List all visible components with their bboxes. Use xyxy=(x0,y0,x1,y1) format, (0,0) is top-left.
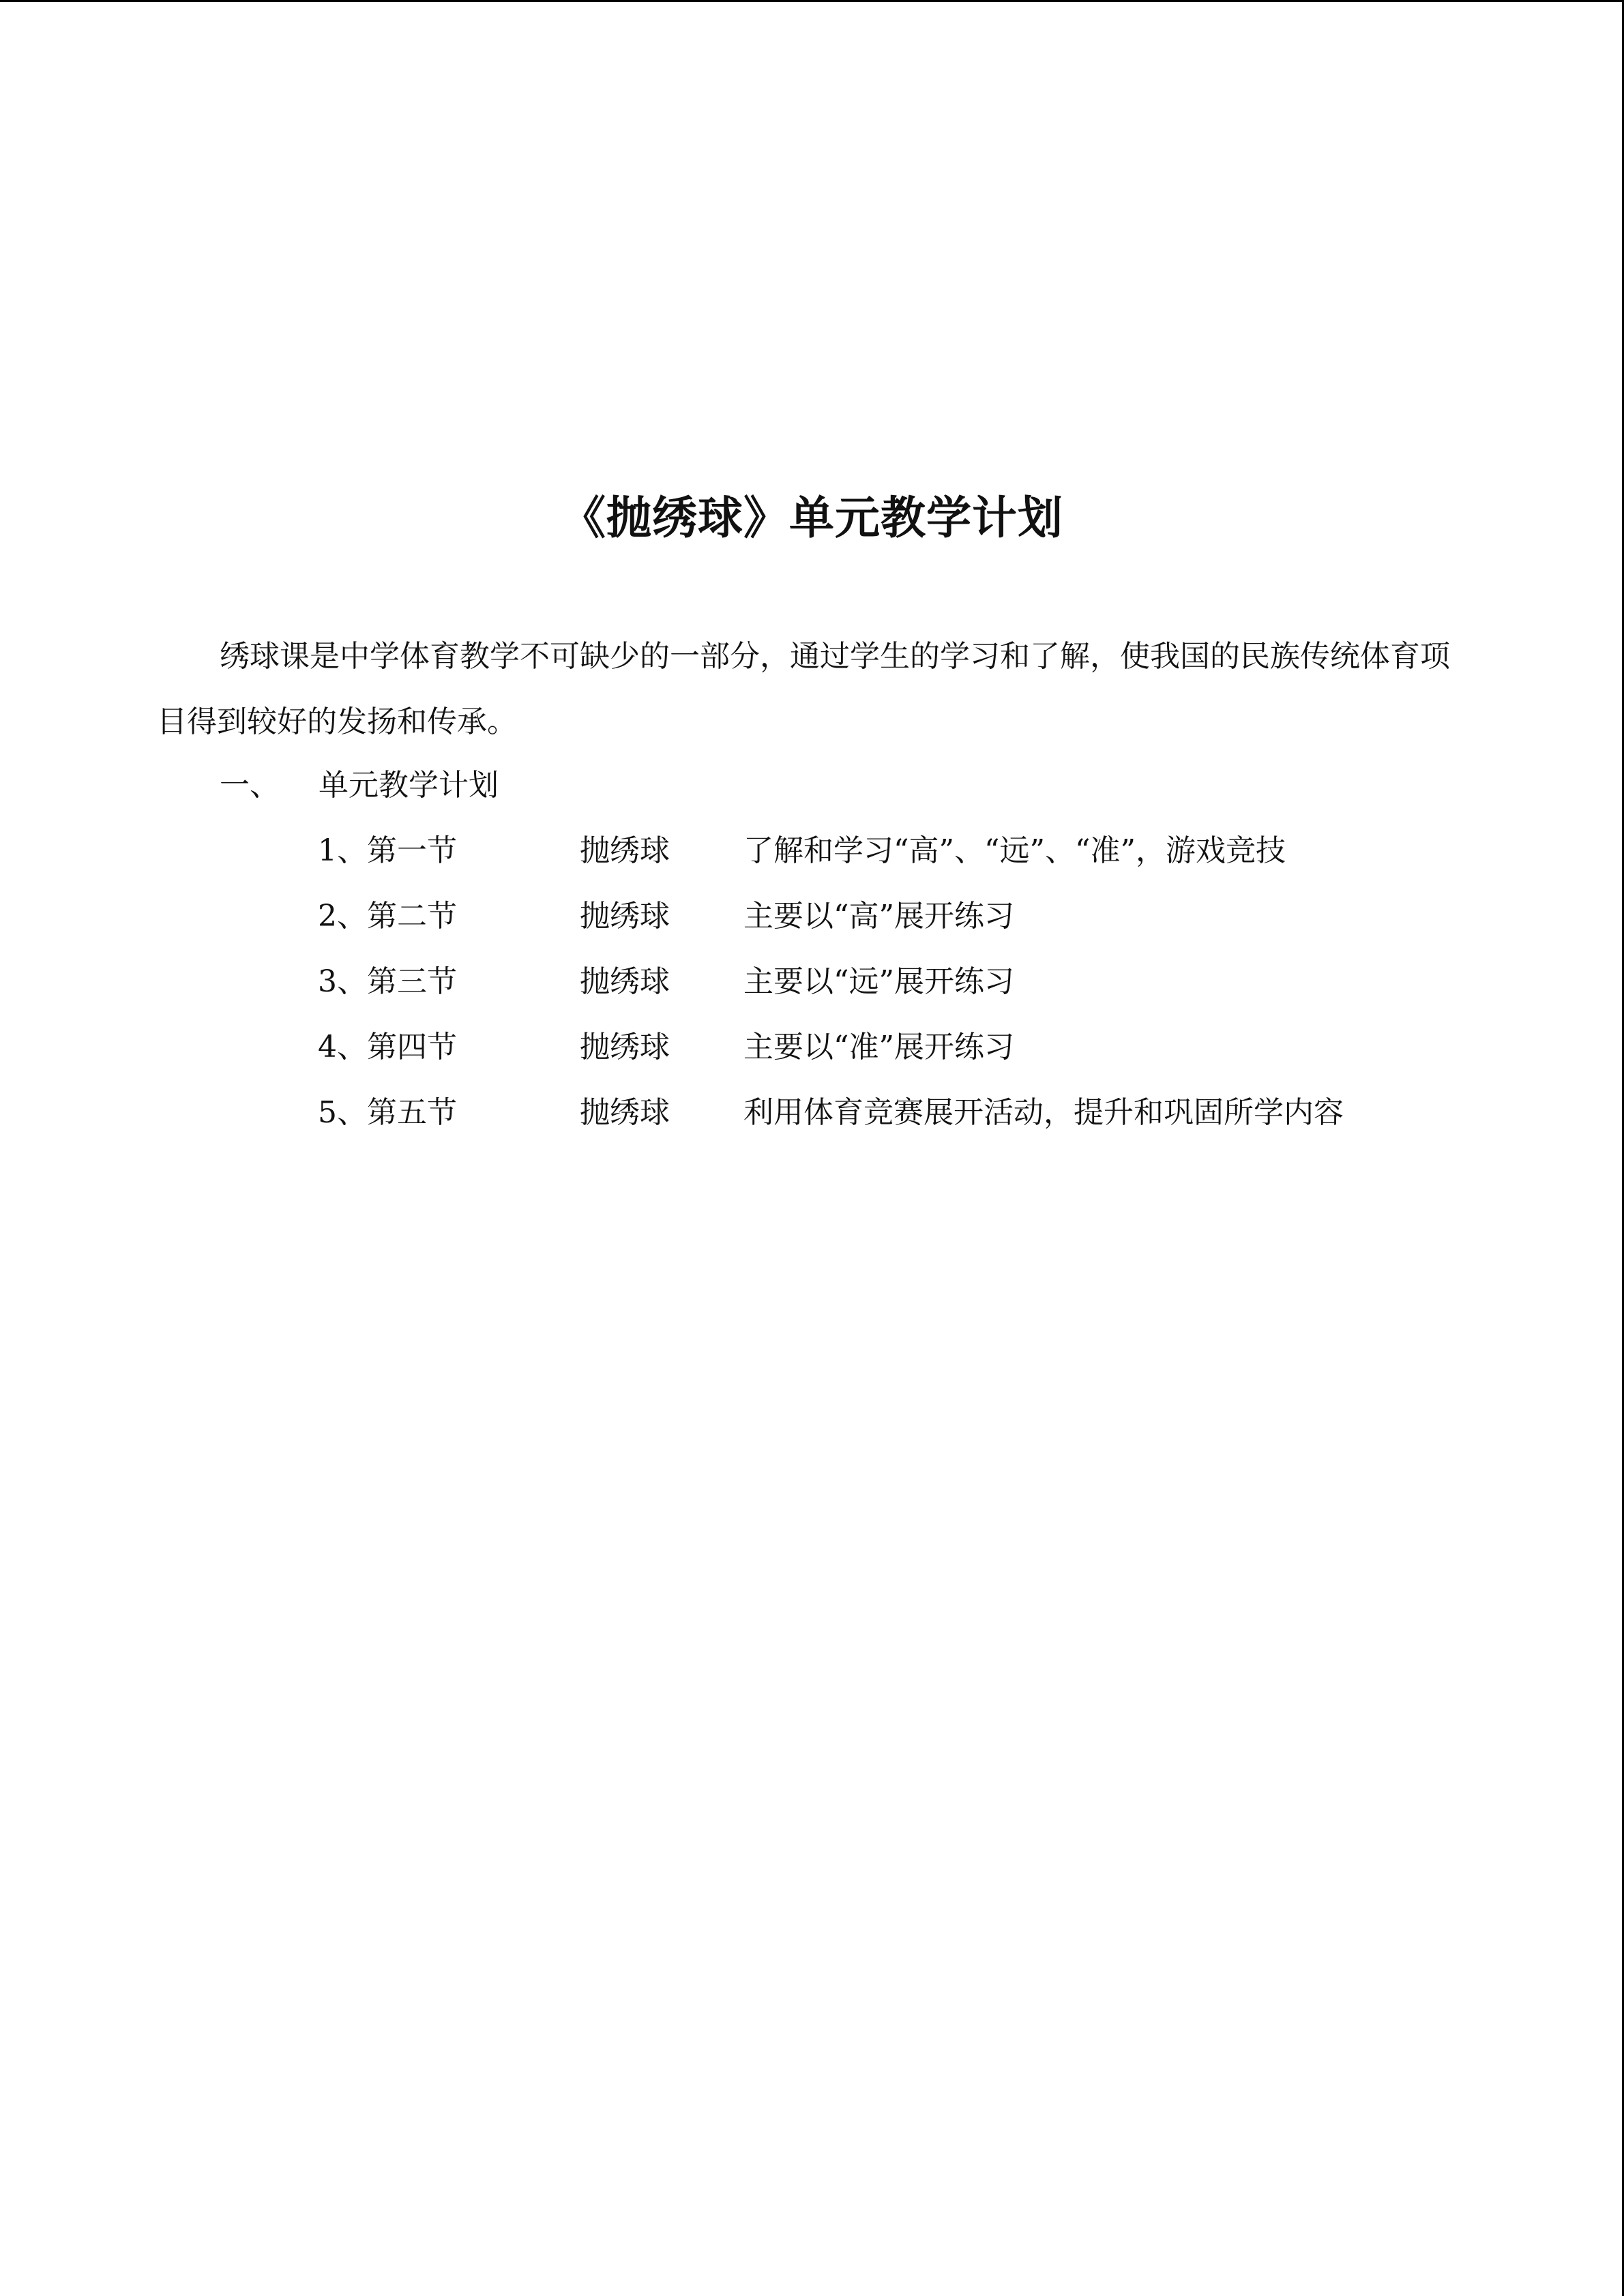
lesson-index: 1、第一节 xyxy=(318,833,457,868)
lesson-topic: 抛绣球 xyxy=(580,833,670,868)
lesson-topic: 抛绣球 xyxy=(580,1095,670,1130)
lesson-index: 3、第三节 xyxy=(318,964,457,999)
lesson-content: 利用体育竞赛展开活动，提升和巩固所学内容 xyxy=(743,1095,1344,1130)
lesson-content: 了解和学习“高”、“远”、“准”，游戏竞技 xyxy=(743,833,1286,868)
lesson-index: 5、第五节 xyxy=(318,1095,457,1130)
section-heading-label: 单元教学计划 xyxy=(319,768,499,803)
intro-paragraph: 绣球课是中学体育教学不可缺少的一部分，通过学生的学习和了解，使我国的民族传统体育项目得到较好的发扬和传承。 xyxy=(157,639,1450,739)
lesson-topic: 抛绣球 xyxy=(580,964,670,999)
lesson-index: 2、第二节 xyxy=(318,899,457,934)
document-title: 《抛绣球》单元教学计划 xyxy=(561,492,1063,544)
lesson-index: 4、第四节 xyxy=(318,1030,457,1064)
lesson-content: 主要以“准”展开练习 xyxy=(743,1030,1014,1064)
lesson-content: 主要以“远”展开练习 xyxy=(743,964,1014,999)
lesson-topic: 抛绣球 xyxy=(580,1030,670,1064)
lesson-content: 主要以“高”展开练习 xyxy=(743,899,1014,934)
lesson-topic: 抛绣球 xyxy=(580,899,670,934)
section-number: 一、 xyxy=(220,768,280,803)
